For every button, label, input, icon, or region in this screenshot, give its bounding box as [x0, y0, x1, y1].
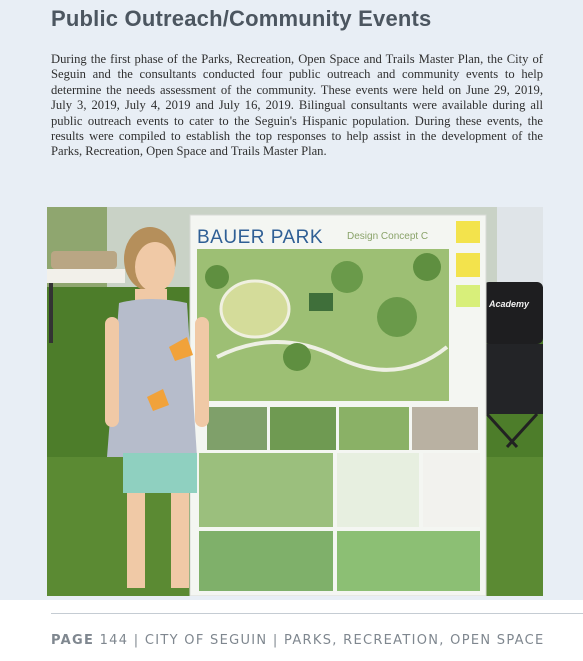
footer-divider [51, 613, 583, 614]
event-photo-illustration [47, 207, 543, 596]
footer-page-label: PAGE [51, 633, 95, 648]
page-title: Public Outreach/Community Events [51, 6, 432, 31]
board-subtitle: Design Concept C [347, 231, 429, 242]
intro-paragraph: During the first phase of the Parks, Recreation, Open Space and Trails Master Plan, the City of Seguin and the consultants conducted four public outreach and community events to help determine the needs assessment of the community. These events were held on June 29, 2019, July 3, 2019, July 4, 2019 and July 16, 2019. Bilingual consultants were available during all public outreach events to cater to the Seguin's Hispanic population. During these events, the results were compiled to establish the top responses to help assist in the development of the Parks, Recreation, Open Space and Trails Master Plan. [51, 52, 543, 159]
board-title: BAUER PARK [197, 227, 324, 248]
footer-city: CITY OF SEGUIN [144, 633, 268, 648]
footer-page-number: 144 [99, 633, 129, 648]
footer-separator: | [272, 633, 279, 648]
footer-plan-name: PARKS, RECREATION, OPEN SPACE [284, 633, 545, 648]
display-board [190, 215, 486, 596]
event-photo [47, 207, 543, 596]
page-footer [51, 633, 545, 648]
footer-separator: | [133, 633, 140, 648]
chair-brand-text: Academy [489, 299, 530, 309]
